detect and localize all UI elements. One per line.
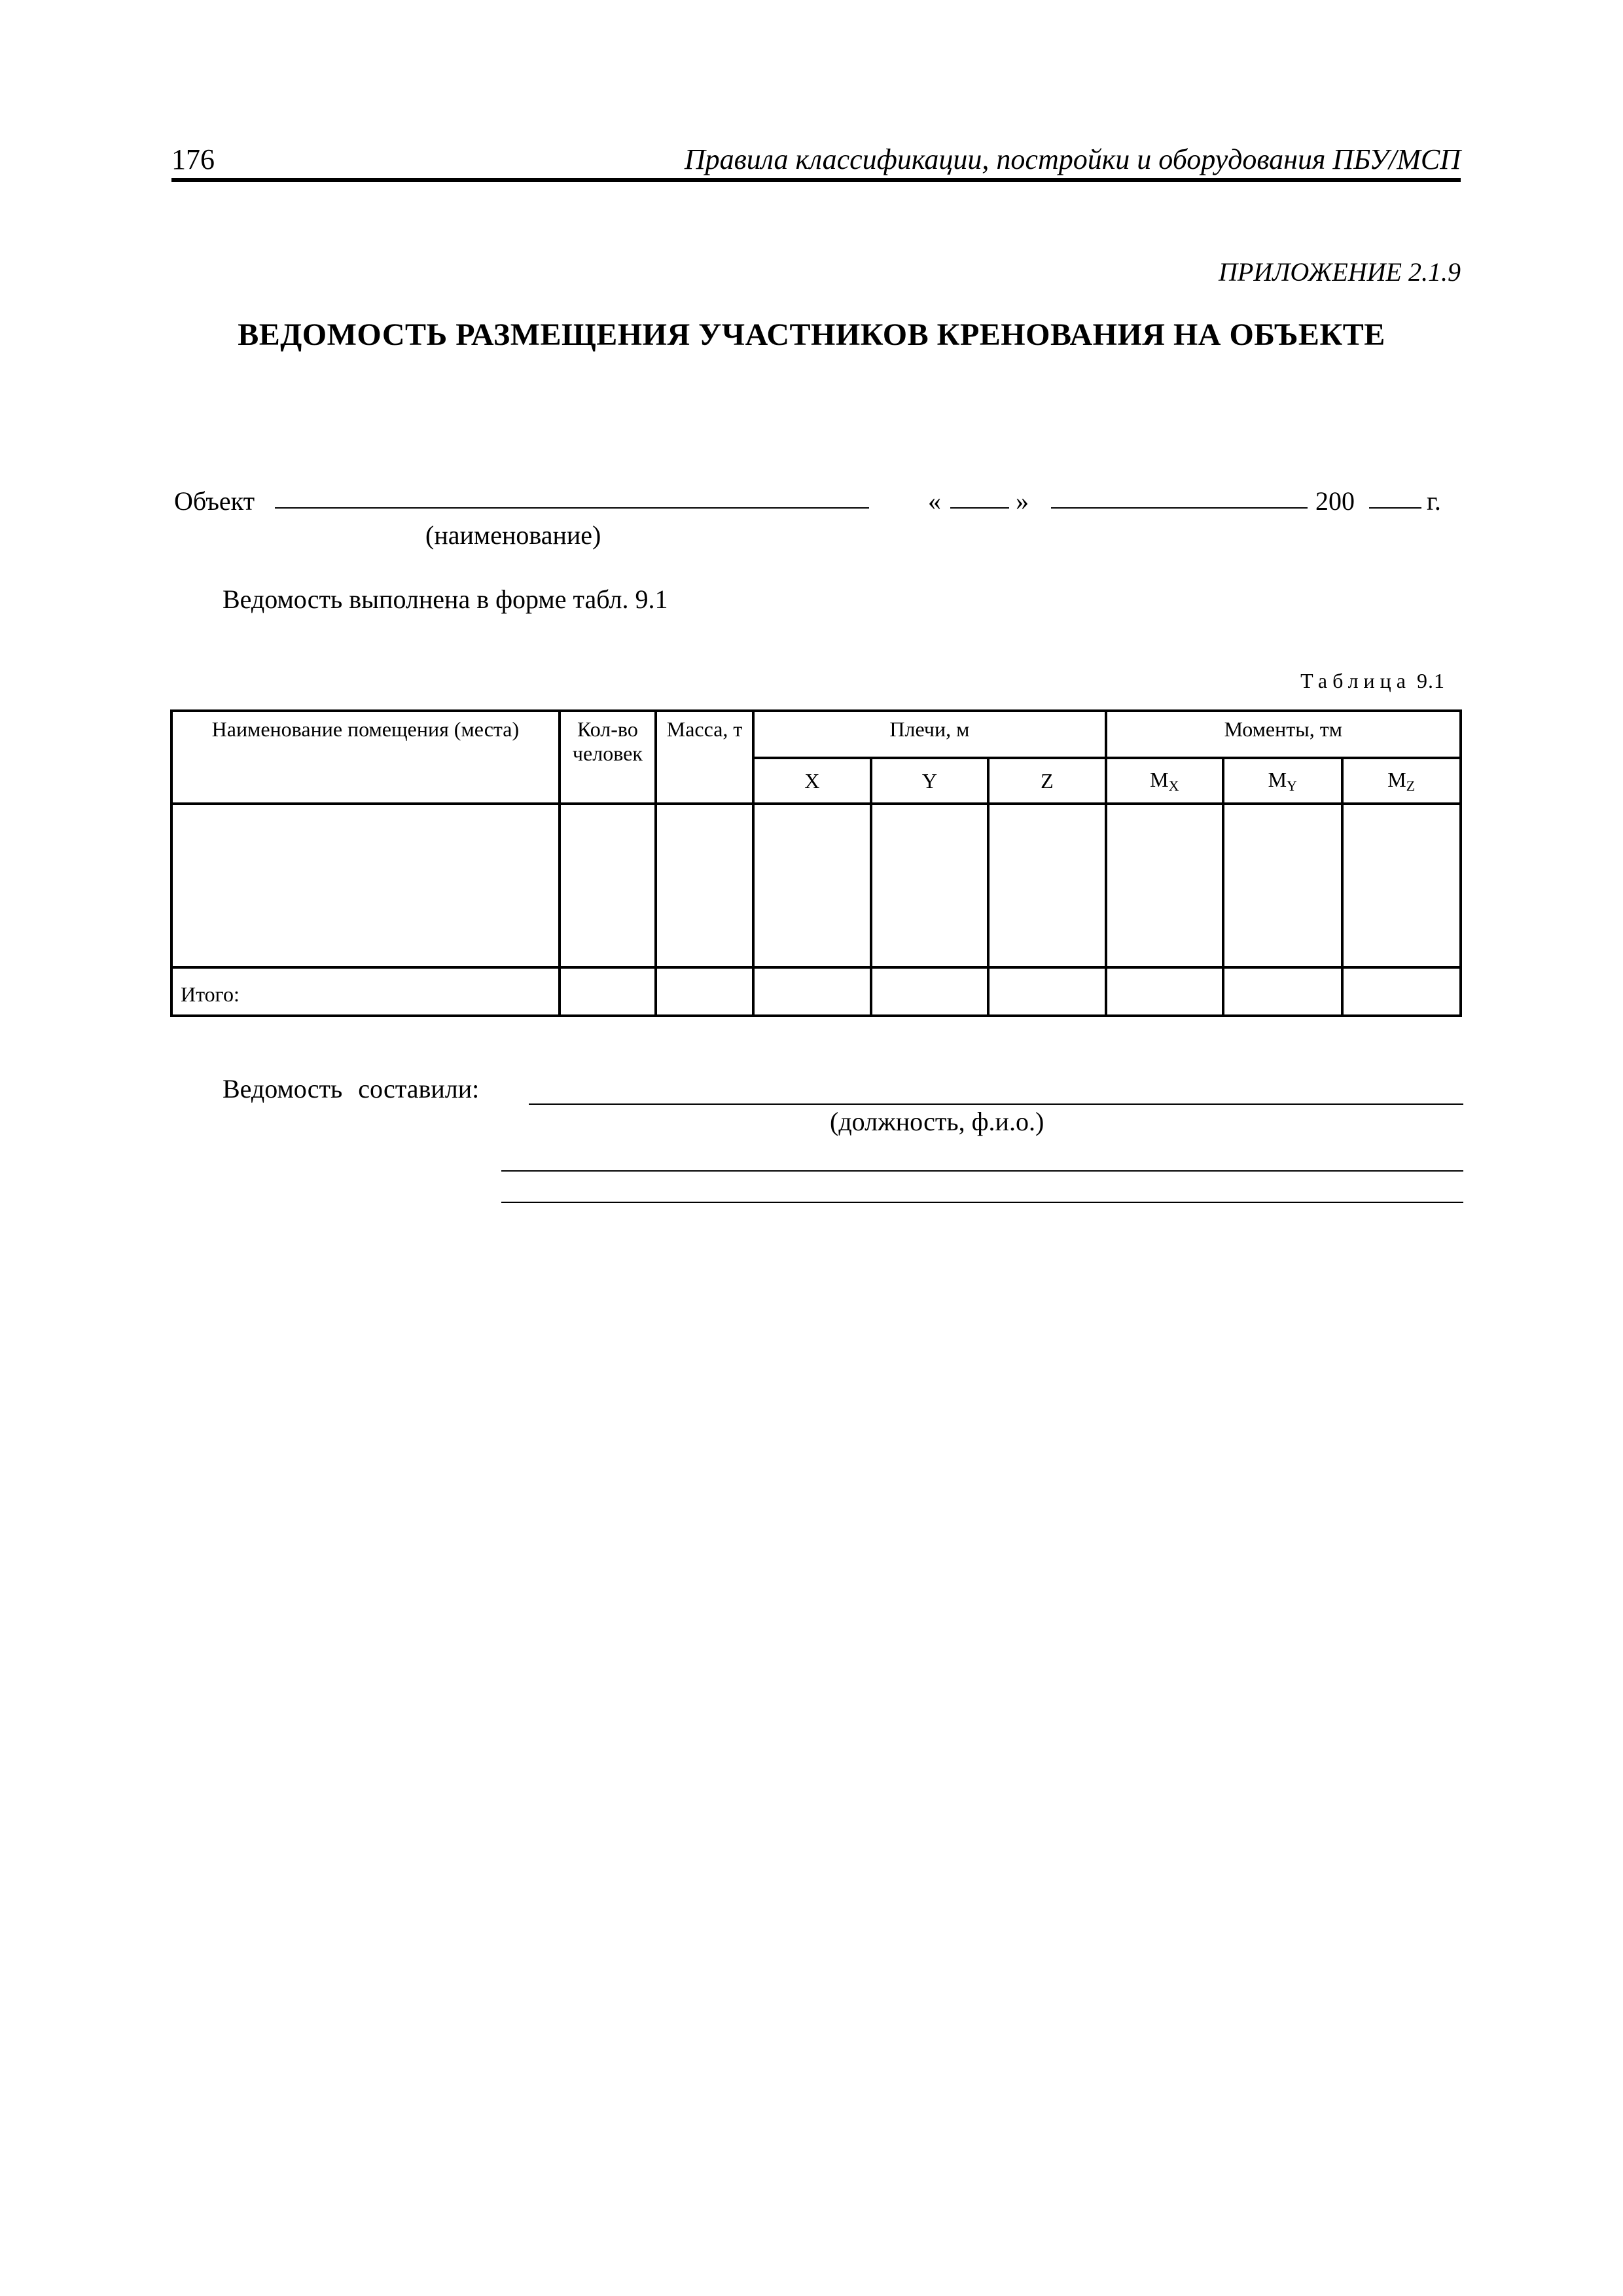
year-prefix: 200 bbox=[1315, 486, 1355, 516]
quote-open: « bbox=[928, 486, 941, 516]
data-cell-mz[interactable] bbox=[1342, 804, 1461, 967]
header-room: Наименование помещения (места) bbox=[171, 711, 560, 804]
table-caption-word: Таблица bbox=[1300, 669, 1411, 692]
page-number: 176 bbox=[171, 143, 215, 175]
quote-close: » bbox=[1016, 486, 1029, 516]
table-caption-number: 9.1 bbox=[1417, 669, 1445, 692]
total-cell-mass[interactable] bbox=[656, 967, 753, 1016]
data-cell-mass[interactable] bbox=[656, 804, 753, 967]
signature-line-3[interactable] bbox=[501, 1202, 1463, 1203]
placement-table bbox=[170, 709, 1462, 1017]
signature-line-1[interactable] bbox=[529, 1103, 1463, 1105]
signature-line-2[interactable] bbox=[501, 1170, 1463, 1172]
header-z: Z bbox=[988, 758, 1105, 804]
total-cell-y[interactable] bbox=[871, 967, 988, 1016]
total-cell-mz[interactable] bbox=[1342, 967, 1461, 1016]
object-name-caption: (наименование) bbox=[425, 520, 601, 550]
header-arms: Плечи, м bbox=[753, 711, 1105, 758]
object-label: Объект bbox=[174, 486, 255, 516]
total-cell-my[interactable] bbox=[1223, 967, 1342, 1016]
header-mx bbox=[1106, 758, 1223, 804]
composed-by-label: Ведомость составили: bbox=[223, 1074, 480, 1103]
position-caption: (должность, ф.и.о.) bbox=[830, 1107, 1044, 1136]
header-moments: Моменты, тм bbox=[1106, 711, 1461, 758]
table-caption bbox=[1300, 669, 1445, 693]
total-label: Итого: bbox=[171, 967, 560, 1016]
header-my-sub: Y bbox=[1287, 777, 1297, 794]
header-x: X bbox=[753, 758, 870, 804]
day-blank[interactable] bbox=[950, 507, 1009, 509]
data-cell-mx[interactable] bbox=[1106, 804, 1223, 967]
data-cell-y[interactable] bbox=[871, 804, 988, 967]
data-cell-z[interactable] bbox=[988, 804, 1105, 967]
header-mx-sub: X bbox=[1168, 777, 1179, 794]
data-cell-room[interactable] bbox=[171, 804, 560, 967]
data-cell-x[interactable] bbox=[753, 804, 870, 967]
header-mass: Масса, т bbox=[656, 711, 753, 804]
data-cell-my[interactable] bbox=[1223, 804, 1342, 967]
total-row bbox=[171, 967, 1461, 1016]
document-title: ВЕДОМОСТЬ РАЗМЕЩЕНИЯ УЧАСТНИКОВ КРЕНОВАНИЯ НА ОБЪЕКТЕ bbox=[238, 317, 1385, 352]
header-mz-m: M bbox=[1387, 767, 1406, 791]
year-blank[interactable] bbox=[1369, 507, 1421, 509]
header-my-m: M bbox=[1268, 767, 1287, 791]
header-rule bbox=[171, 178, 1461, 182]
total-cell-x[interactable] bbox=[753, 967, 870, 1016]
object-name-blank[interactable] bbox=[275, 507, 869, 509]
appendix-label: ПРИЛОЖЕНИЕ 2.1.9 bbox=[1219, 257, 1461, 287]
data-cell-people[interactable] bbox=[560, 804, 656, 967]
header-y: Y bbox=[871, 758, 988, 804]
header-my bbox=[1223, 758, 1342, 804]
header-people: Кол-во человек bbox=[560, 711, 656, 804]
running-title: Правила классификации, постройки и оборудования ПБУ/МСП bbox=[684, 143, 1461, 175]
year-suffix: г. bbox=[1427, 486, 1441, 516]
header-mz bbox=[1342, 758, 1461, 804]
header-mz-sub: Z bbox=[1406, 777, 1416, 794]
table-row bbox=[171, 804, 1461, 967]
header-mx-m: M bbox=[1150, 767, 1169, 791]
month-blank[interactable] bbox=[1051, 507, 1308, 509]
form-note: Ведомость выполнена в форме табл. 9.1 bbox=[223, 584, 668, 614]
total-cell-mx[interactable] bbox=[1106, 967, 1223, 1016]
total-cell-people[interactable] bbox=[560, 967, 656, 1016]
total-cell-z[interactable] bbox=[988, 967, 1105, 1016]
